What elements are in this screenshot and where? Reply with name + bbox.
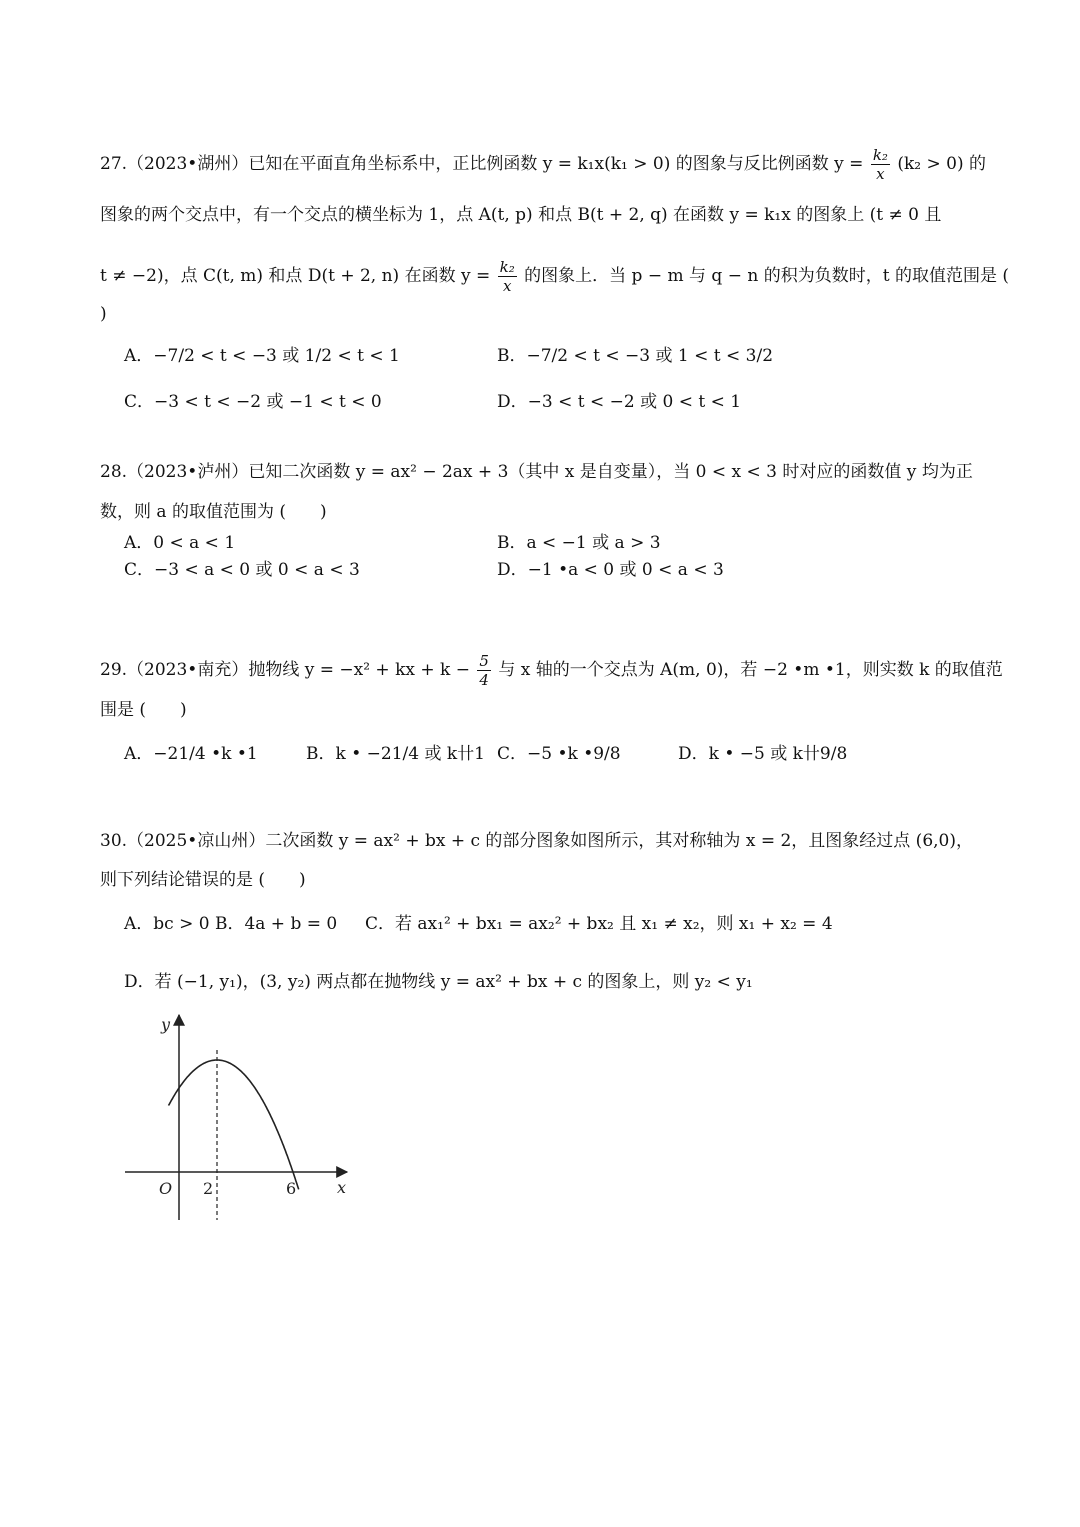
q29-option-a[interactable]: A．−21/4 •k •1 (124, 744, 258, 764)
parabola-graph (125, 1010, 360, 1225)
q27-line2: 图象的两个交点中，有一个交点的横坐标为 1，点 A(t, p) 和点 B(t + 2, q) 在函数 y = k₁x 的图象上 (t ≠ 0 且 (100, 205, 942, 225)
q29-line2: 围是 ( ) (100, 700, 187, 720)
parabola-curve (169, 1060, 299, 1189)
q27-line3: t ≠ −2)，点 C(t, m) 和点 D(t + 2, n) 在函数 y = $\frac{\text{k₂}}{x}$ 的图象上．当 p − m 与 q − n 的积为负数时，t 的取值范围是 ( (100, 258, 1009, 295)
q27-option-d[interactable]: D．−3 < t < −2 或 0 < t < 1 (497, 392, 742, 412)
q29-fraction-5-over-4: $\frac{5}{4}$ (479, 652, 489, 689)
q27-line1: 27.（2023•湖州）已知在平面直角坐标系中，正比例函数 y = k₁x(k₁ > 0) 的图象与反比例函数 y = $\frac{\text{k₂}}{x}$ (k₂ > 0) 的 (100, 146, 986, 183)
q28-line2: 数，则 a 的取值范围为 ( ) (100, 502, 327, 522)
y-axis-label: y (161, 1015, 171, 1034)
q28-option-a[interactable]: A．0 < a < 1 (124, 533, 236, 553)
q28-option-c[interactable]: C．−3 < a < 0 或 0 < a < 3 (124, 560, 360, 580)
q30-option-ab[interactable]: A．bc > 0 B．4a + b = 0 (124, 914, 338, 934)
tick-label-2: 2 (203, 1179, 214, 1198)
q27-fraction-k2-over-x-2: $\frac{\text{k₂}}{x}$ (499, 258, 515, 295)
q30-option-d[interactable]: D．若 (−1, y₁)，(3, y₂) 两点都在抛物线 y = ax² + bx + c 的图象上，则 y₂ < y₁ (124, 972, 753, 992)
q28-option-b[interactable]: B．a < −1 或 a > 3 (497, 533, 661, 553)
q27-option-a[interactable]: A．−7/2 < t < −3 或 1/2 < t < 1 (124, 346, 400, 366)
q29-line1: 29.（2023•南充）抛物线 y = −x² + kx + k − $\frac{5}{4}$ 与 x 轴的一个交点为 A(m, 0)，若 −2 •m •1，则实数 k 的取值范 (100, 652, 1003, 689)
q27-fraction-k2-over-x: $\frac{\text{k₂}}{x}$ (872, 146, 888, 183)
q30-line2: 则下列结论错误的是 ( ) (100, 870, 306, 890)
q28-option-d[interactable]: D．−1 •a < 0 或 0 < a < 3 (497, 560, 724, 580)
q29-option-d[interactable]: D．k • −5 或 k卄9/8 (678, 744, 848, 764)
q27-line4: ) (100, 304, 107, 324)
tick-label-6: 6 (286, 1179, 297, 1198)
q30-line1: 30.（2025•凉山州）二次函数 y = ax² + bx + c 的部分图象如图所示，其对称轴为 x = 2，且图象经过点 (6,0)， (100, 831, 973, 851)
q30-option-c[interactable]: C．若 ax₁² + bx₁ = ax₂² + bx₂ 且 x₁ ≠ x₂，则 x₁ + x₂ = 4 (365, 914, 833, 934)
q29-option-c[interactable]: C．−5 •k •9/8 (497, 744, 621, 764)
q27-option-c[interactable]: C．−3 < t < −2 或 −1 < t < 0 (124, 392, 382, 412)
q29-option-b[interactable]: B．k • −21/4 或 k卄1 (306, 744, 485, 764)
q27-option-b[interactable]: B．−7/2 < t < −3 或 1 < t < 3/2 (497, 346, 774, 366)
q28-line1: 28.（2023•泸州）已知二次函数 y = ax² − 2ax + 3（其中 x 是自变量），当 0 < x < 3 时对应的函数值 y 均为正 (100, 462, 973, 482)
origin-label: O (159, 1179, 173, 1198)
x-axis-label: x (337, 1178, 347, 1197)
